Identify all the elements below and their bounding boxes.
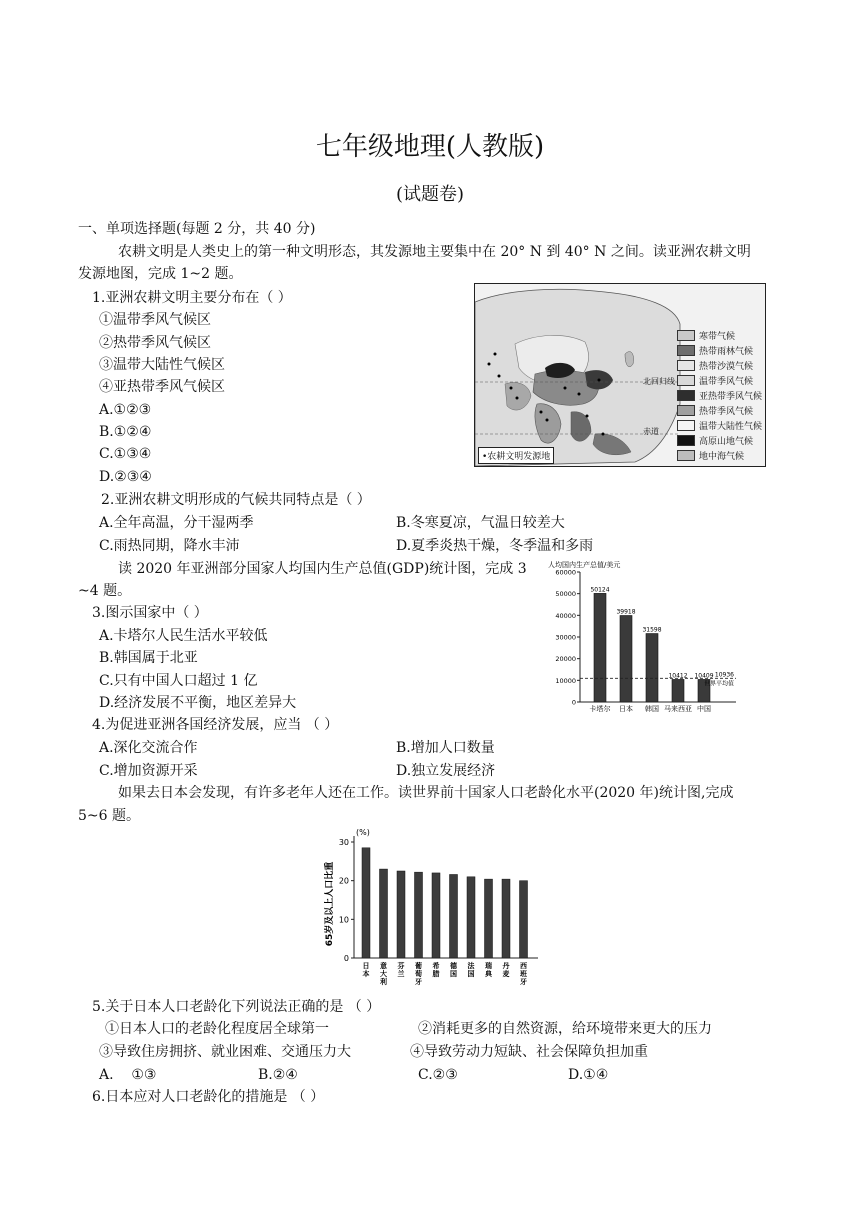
page-subtitle: (试题卷) xyxy=(395,184,465,205)
tropic-label: 北回归线 xyxy=(643,377,675,386)
aging-bar xyxy=(467,877,475,958)
legend-label: 高原山地气候 xyxy=(699,437,754,447)
map-legend xyxy=(677,328,762,463)
aging-chart xyxy=(324,826,544,998)
aging-bar xyxy=(380,869,388,958)
y-tick-label: 50000 xyxy=(555,590,576,599)
aging-category-label: 德国 xyxy=(450,962,457,978)
legend-item xyxy=(677,358,762,373)
q1-option-b[interactable]: B.①②④ xyxy=(99,424,152,440)
q4-option-a[interactable]: A.深化交流合作 xyxy=(99,740,198,756)
legend-swatch xyxy=(677,450,695,461)
world-average-value: 10936 xyxy=(714,671,734,679)
legend-label: 温带季风气候 xyxy=(699,377,754,387)
section-heading: 一、单项选择题(每题 2 分，共 40 分) xyxy=(78,221,316,237)
q1-stem: 1.亚洲农耕文明主要分布在（ ） xyxy=(92,290,292,306)
legend-swatch xyxy=(677,405,695,416)
y-tick-label: 60000 xyxy=(555,568,576,577)
q5-option-c[interactable]: C.②③ xyxy=(418,1067,458,1083)
aging-bar xyxy=(362,848,370,958)
gdp-value-label: 31598 xyxy=(642,626,662,634)
aging-bar xyxy=(415,872,423,958)
aging-category-label: 法国 xyxy=(467,962,475,978)
y-tick-label: 20000 xyxy=(555,655,576,664)
q5-stem: 5.关于日本人口老龄化下列说法正确的是 （ ） xyxy=(92,999,381,1015)
gdp-value-label: 10409 xyxy=(694,672,714,680)
q3-option-b[interactable]: B.韩国属于北亚 xyxy=(99,650,198,666)
intro-1-line-2: 发源地图，完成 1~2 题。 xyxy=(78,266,243,282)
legend-swatch xyxy=(677,360,695,371)
gdp-value-label: 10412 xyxy=(668,672,688,680)
q3-option-a[interactable]: A.卡塔尔人民生活水平较低 xyxy=(99,628,268,644)
gdp-category-label: 中国 xyxy=(697,705,711,713)
q3-option-d[interactable]: D.经济发展不平衡，地区差异大 xyxy=(99,695,297,711)
equator-label: 赤道 xyxy=(643,427,659,436)
gdp-category-label: 卡塔尔 xyxy=(589,705,611,713)
aging-bar xyxy=(502,879,510,958)
y-tick-label: 10 xyxy=(338,915,349,925)
legend-item xyxy=(677,328,762,343)
q1-item: ①温带季风气候区 xyxy=(99,312,211,328)
q4-option-d[interactable]: D.独立发展经济 xyxy=(396,763,496,779)
legend-label: 亚热带季风气候 xyxy=(699,392,763,402)
q5-item: ①日本人口的老龄化程度居全球第一 xyxy=(105,1021,329,1037)
y-tick-label: 0 xyxy=(343,954,349,963)
gdp-value-label: 39918 xyxy=(616,608,636,616)
gdp-category-label: 日本 xyxy=(619,705,633,713)
legend-swatch xyxy=(677,375,695,386)
y-axis-title: 65岁及以上人口比重 xyxy=(325,861,335,947)
legend-swatch xyxy=(677,330,695,341)
legend-item xyxy=(677,448,762,463)
legend-label: 地中海气候 xyxy=(699,452,745,462)
aging-category-label: 日本 xyxy=(362,962,370,978)
aging-category-label: 瑞典 xyxy=(485,962,492,978)
gdp-category-label: 韩国 xyxy=(645,705,659,713)
aging-bar xyxy=(485,879,493,958)
q2-option-b[interactable]: B.冬寒夏凉，气温日较差大 xyxy=(396,515,565,531)
legend-item xyxy=(677,433,762,448)
q2-option-c[interactable]: C.雨热同期，降水丰沛 xyxy=(99,538,240,554)
aging-category-label: 意大利 xyxy=(380,962,387,986)
gdp-category-label: 马来西亚 xyxy=(664,705,692,713)
legend-label: 寒带气候 xyxy=(699,332,736,342)
aging-category-label: 希腊 xyxy=(432,962,440,978)
y-tick-label: 40000 xyxy=(555,611,576,620)
map-caption: •农耕文明发源地 xyxy=(478,447,554,464)
aging-category-label: 葡萄牙 xyxy=(415,962,422,986)
q4-option-b[interactable]: B.增加人口数量 xyxy=(396,740,495,756)
q2-stem: 2.亚洲农耕文明形成的气候共同特点是（ ） xyxy=(101,492,371,508)
legend-swatch xyxy=(677,345,695,356)
legend-item xyxy=(677,403,762,418)
gdp-value-label: 50124 xyxy=(590,586,610,594)
legend-item xyxy=(677,388,762,403)
q1-item: ②热带季风气候区 xyxy=(99,335,211,351)
y-tick-label: 30000 xyxy=(555,633,576,642)
q6-stem: 6.日本应对人口老龄化的措施是 （ ） xyxy=(92,1089,325,1105)
legend-label: 热带季风气候 xyxy=(699,407,754,417)
q4-option-c[interactable]: C.增加资源开采 xyxy=(99,763,198,779)
y-tick-label: 30 xyxy=(338,838,349,847)
q5-option-d[interactable]: D.①④ xyxy=(568,1067,609,1083)
y-unit-label: (%) xyxy=(356,828,370,837)
q1-option-d[interactable]: D.②③④ xyxy=(99,469,152,485)
legend-label: 温带大陆性气候 xyxy=(699,422,763,432)
q1-item: ③温带大陆性气候区 xyxy=(99,357,225,373)
q4-stem: 4.为促进亚洲各国经济发展，应当 （ ） xyxy=(92,717,339,733)
aging-category-label: 西班牙 xyxy=(520,962,527,986)
legend-item xyxy=(677,373,762,388)
aging-chart-svg xyxy=(324,826,544,998)
aging-category-label: 丹麦 xyxy=(502,962,510,978)
gdp-bar xyxy=(672,679,684,702)
aging-bar xyxy=(520,881,528,958)
q5-item: ②消耗更多的自然资源，给环境带来更大的压力 xyxy=(418,1021,712,1037)
intro-2-line-2: ~4 题。 xyxy=(78,583,132,599)
intro-2-line-1: 读 2020 年亚洲部分国家人均国内生产总值(GDP)统计图，完成 3 xyxy=(118,561,527,577)
q2-option-a[interactable]: A.全年高温，分干湿两季 xyxy=(99,515,254,531)
y-tick-label: 20 xyxy=(338,876,349,886)
y-tick-label: 0 xyxy=(571,698,576,707)
q3-stem: 3.图示国家中（ ） xyxy=(92,605,208,621)
world-average-label: 世界平均值 xyxy=(703,680,734,688)
legend-swatch xyxy=(677,435,695,446)
q5-item: ③导致住房拥挤、就业困难、交通压力大 xyxy=(99,1044,351,1060)
intro-1-line-1: 农耕文明是人类史上的第一种文明形态，其发源地主要集中在 20° N 到 40° N 之间。读亚洲农耕文明 xyxy=(118,244,751,260)
legend-label: 热带雨林气候 xyxy=(699,347,754,357)
gdp-bar xyxy=(646,634,658,702)
q1-item: ④亚热带季风气候区 xyxy=(99,379,225,395)
q5-option-a[interactable]: A. ①③ xyxy=(99,1067,157,1083)
gdp-bar xyxy=(620,616,632,702)
legend-item xyxy=(677,343,762,358)
aging-bar xyxy=(432,873,440,958)
q3-option-c[interactable]: C.只有中国人口超过 1 亿 xyxy=(99,673,258,689)
gdp-chart xyxy=(546,558,746,718)
y-axis-title: 人均国内生产总值/美元 xyxy=(548,561,621,569)
q2-option-d[interactable]: D.夏季炎热干燥，冬季温和多雨 xyxy=(396,538,594,554)
q5-option-b[interactable]: B.②④ xyxy=(258,1067,298,1083)
gdp-bar xyxy=(594,593,606,702)
asia-climate-map xyxy=(474,283,766,467)
aging-category-label: 芬兰 xyxy=(397,962,405,978)
page-title: 七年级地理(人教版) xyxy=(315,132,545,162)
aging-bar xyxy=(397,871,405,958)
y-tick-label: 10000 xyxy=(555,676,576,685)
legend-item xyxy=(677,418,762,433)
q5-item: ④导致劳动力短缺、社会保障负担加重 xyxy=(410,1044,648,1060)
intro-3-line-2: 5~6 题。 xyxy=(78,808,140,824)
q1-option-a[interactable]: A.①②③ xyxy=(99,402,152,418)
legend-label: 热带沙漠气候 xyxy=(699,362,754,372)
legend-swatch xyxy=(677,420,695,431)
legend-swatch xyxy=(677,390,695,401)
gdp-chart-svg xyxy=(546,558,746,718)
q1-option-c[interactable]: C.①③④ xyxy=(99,446,152,462)
aging-bar xyxy=(450,874,458,958)
intro-3-line-1: 如果去日本会发现，有许多老年人还在工作。读世界前十国家人口老龄化水平(2020 年)统计图,完成 xyxy=(118,785,734,801)
